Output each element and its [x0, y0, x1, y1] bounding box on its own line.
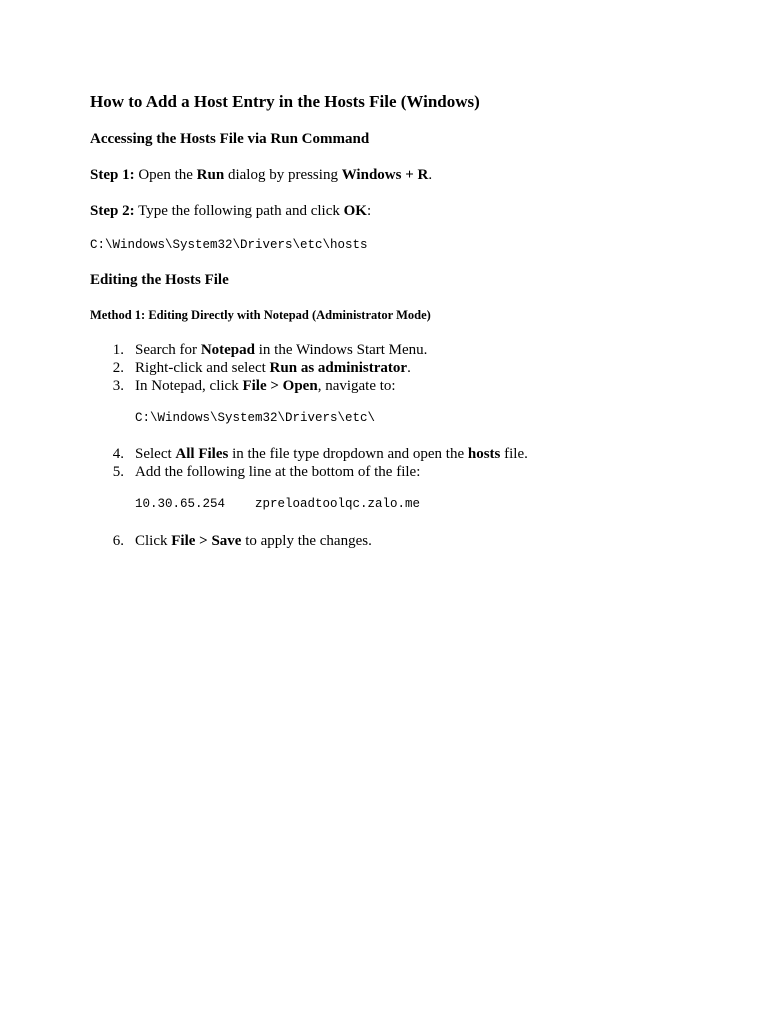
- step-1-paragraph: [90, 167, 432, 184]
- step-1-text: dialog by pressing: [224, 167, 342, 183]
- list-number: 2.: [112, 360, 124, 376]
- list-number: 6.: [112, 533, 124, 549]
- list-number: 5.: [112, 464, 124, 480]
- list-item-text: Right-click and select Run as administrator.: [135, 360, 411, 376]
- run-keyword: Run: [196, 167, 225, 183]
- step-1-label: Step 1:: [90, 167, 135, 183]
- list-item-text: Select All Files in the file type dropdown and open the hosts file.: [135, 446, 528, 462]
- host-entry-code: 10.30.65.254 zpreloadtoolqc.zalo.me: [135, 497, 421, 511]
- section-heading-editing: Editing the Hosts File: [90, 272, 229, 288]
- hosts-path-code: C:\Windows\System32\Drivers\etc\hosts: [90, 238, 368, 252]
- section-heading-run-command: Accessing the Hosts File via Run Command: [90, 131, 370, 147]
- method-1-heading: Method 1: Editing Directly with Notepad (Administrator Mode): [90, 308, 431, 322]
- shortcut-keyword: Windows + R: [341, 167, 429, 183]
- step-1-text: Open the: [134, 167, 197, 183]
- step-2-text: :: [366, 203, 372, 219]
- list-item-text: In Notepad, click File > Open, navigate to:: [135, 378, 396, 394]
- step-2-paragraph: [90, 203, 371, 220]
- etc-folder-code: C:\Windows\System32\Drivers\etc\: [135, 411, 376, 425]
- ok-keyword: OK: [343, 203, 367, 219]
- step-2-label: Step 2:: [90, 203, 135, 219]
- list-item-text: Add the following line at the bottom of the file:: [135, 464, 421, 480]
- document-title: How to Add a Host Entry in the Hosts File (Windows): [90, 92, 480, 111]
- list-item-text: Search for Notepad in the Windows Start Menu.: [135, 342, 428, 358]
- list-number: 3.: [112, 378, 124, 394]
- list-number: 1.: [112, 342, 124, 358]
- list-item-text: Click File > Save to apply the changes.: [135, 533, 372, 549]
- step-2-text: Type the following path and click: [134, 203, 344, 219]
- step-1-text: .: [428, 167, 433, 183]
- list-number: 4.: [112, 446, 124, 462]
